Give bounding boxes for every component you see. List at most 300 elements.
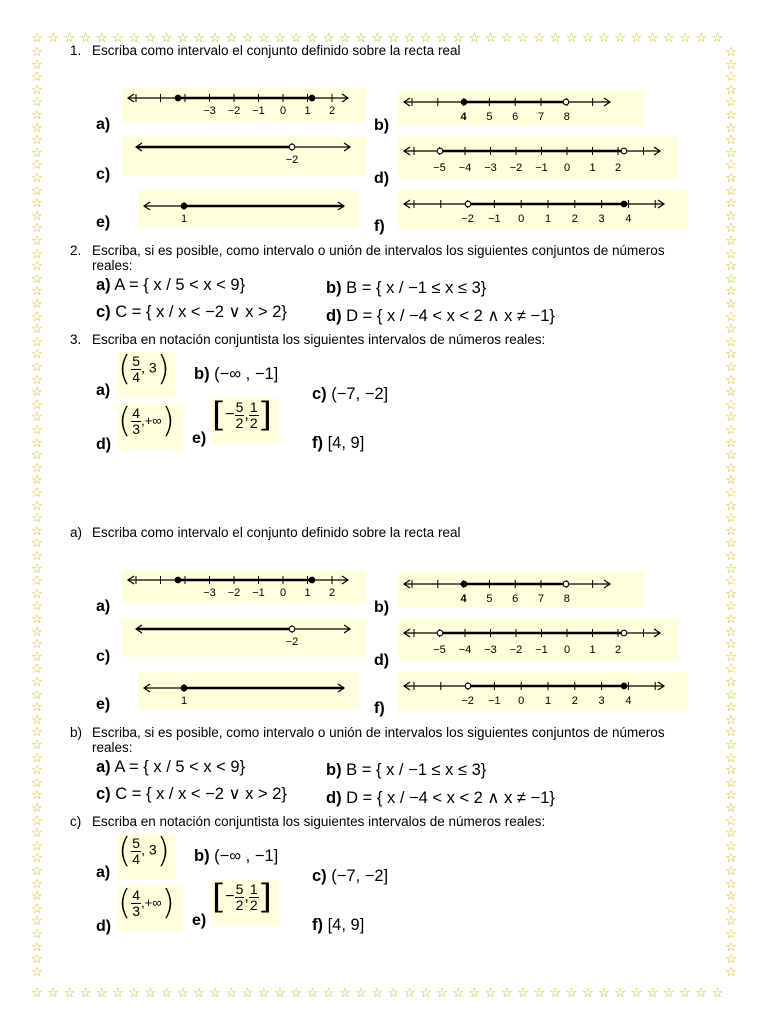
star-icon: ☆ bbox=[725, 308, 737, 324]
set-d bbox=[326, 788, 555, 808]
star-icon: ☆ bbox=[290, 985, 303, 1000]
star-icon: ☆ bbox=[31, 737, 43, 752]
interval-e-label: e) bbox=[192, 430, 207, 447]
star-icon: ☆ bbox=[452, 985, 465, 1000]
star-icon: ☆ bbox=[322, 985, 335, 1000]
interval-d-label: d) bbox=[96, 918, 112, 935]
question-2 bbox=[70, 243, 665, 259]
star-icon: ☆ bbox=[31, 686, 43, 702]
closed-endpoint bbox=[175, 95, 181, 101]
star-icon: ☆ bbox=[31, 56, 43, 72]
label-c: c) bbox=[96, 166, 111, 183]
star-icon: ☆ bbox=[31, 132, 43, 148]
star-icon: ☆ bbox=[31, 963, 43, 979]
star-icon: ☆ bbox=[31, 648, 43, 664]
interval-e-label: e) bbox=[192, 912, 207, 929]
star-icon: ☆ bbox=[31, 472, 43, 488]
label-d: d) bbox=[374, 652, 390, 669]
star-icon: ☆ bbox=[31, 774, 43, 790]
interval-b-label: b) bbox=[194, 847, 210, 865]
question-2 bbox=[70, 725, 665, 741]
star-icon: ☆ bbox=[31, 157, 43, 173]
interval-b-label: b) bbox=[194, 365, 210, 383]
numberline-e-box bbox=[138, 672, 360, 710]
tick-label: 4 bbox=[625, 695, 632, 707]
bracket-close: ] bbox=[258, 877, 272, 917]
star-icon: ☆ bbox=[95, 985, 108, 1000]
star-icon: ☆ bbox=[662, 30, 675, 45]
fraction-numerator: 1 bbox=[249, 398, 258, 415]
tick-label: −1 bbox=[252, 587, 265, 599]
star-icon: ☆ bbox=[484, 30, 497, 45]
set-b-label: b) bbox=[326, 279, 342, 297]
question-text: Escriba como intervalo el conjunto definido sobre la recta real bbox=[92, 43, 461, 58]
open-endpoint bbox=[465, 683, 471, 689]
star-icon: ☆ bbox=[725, 384, 737, 400]
star-icon: ☆ bbox=[725, 875, 737, 891]
closed-endpoint bbox=[621, 683, 627, 689]
star-icon: ☆ bbox=[630, 985, 643, 1000]
set-a bbox=[96, 276, 245, 295]
tick-label: −1 bbox=[488, 695, 501, 707]
star-icon: ☆ bbox=[725, 447, 737, 463]
star-icon: ☆ bbox=[725, 724, 737, 740]
star-icon: ☆ bbox=[31, 81, 43, 97]
star-icon: ☆ bbox=[630, 30, 643, 45]
star-icon: ☆ bbox=[274, 30, 286, 45]
numberline-b-box bbox=[398, 90, 644, 126]
numberline-e bbox=[138, 190, 360, 228]
interval-a-label: a) bbox=[96, 864, 111, 881]
star-icon: ☆ bbox=[725, 69, 737, 85]
star-icon: ☆ bbox=[598, 30, 610, 45]
tick-label: −2 bbox=[461, 695, 474, 707]
tick-label: 1 bbox=[180, 213, 188, 225]
star-icon: ☆ bbox=[711, 985, 724, 1000]
tick-label: −2 bbox=[227, 105, 241, 117]
tick-label: 8 bbox=[563, 111, 570, 123]
tick-label: −1 bbox=[535, 162, 548, 174]
star-icon: ☆ bbox=[306, 985, 319, 1000]
tick-label: 2 bbox=[328, 587, 336, 599]
star-icon: ☆ bbox=[403, 985, 416, 1000]
tick-label: −3 bbox=[203, 587, 216, 599]
question-text: Escriba, si es posible, como intervalo o unión de intervalos los siguientes conjuntos de números bbox=[92, 725, 665, 740]
star-icon: ☆ bbox=[725, 850, 737, 866]
open-endpoint bbox=[465, 201, 471, 207]
star-icon: ☆ bbox=[31, 182, 43, 198]
minus-sign: − bbox=[225, 888, 235, 906]
star-icon: ☆ bbox=[725, 270, 737, 286]
fraction bbox=[131, 354, 141, 385]
interval-a bbox=[118, 831, 176, 880]
tick-label: −2 bbox=[285, 154, 299, 166]
tick-label: 0 bbox=[279, 587, 287, 599]
star-icon: ☆ bbox=[725, 434, 737, 450]
tick-label: −1 bbox=[535, 644, 548, 656]
star-icon: ☆ bbox=[725, 938, 737, 954]
star-icon: ☆ bbox=[144, 985, 157, 1000]
star-icon: ☆ bbox=[725, 661, 737, 677]
star-icon: ☆ bbox=[725, 762, 737, 778]
star-icon: ☆ bbox=[500, 985, 513, 1000]
star-icon: ☆ bbox=[257, 985, 270, 1000]
star-icon: ☆ bbox=[31, 749, 43, 765]
closed-endpoint bbox=[181, 203, 187, 209]
tick-label: −2 bbox=[461, 213, 474, 225]
star-icon: ☆ bbox=[63, 985, 76, 1000]
tick-label: −2 bbox=[509, 644, 523, 656]
star-icon: ☆ bbox=[725, 182, 737, 198]
section-2 bbox=[0, 482, 768, 982]
interval-f-text: [4, 9] bbox=[327, 434, 365, 452]
star-icon: ☆ bbox=[31, 119, 43, 135]
star-icon: ☆ bbox=[95, 30, 108, 45]
paren-open: ( bbox=[118, 883, 132, 923]
star-icon: ☆ bbox=[31, 497, 43, 513]
question-1 bbox=[70, 43, 460, 59]
star-icon: ☆ bbox=[725, 837, 737, 853]
star-icon: ☆ bbox=[725, 258, 737, 274]
star-icon: ☆ bbox=[646, 30, 659, 45]
tick-label: 0 bbox=[518, 695, 525, 707]
open-endpoint bbox=[621, 148, 627, 154]
star-icon: ☆ bbox=[290, 30, 303, 45]
tick-label: −3 bbox=[484, 162, 497, 174]
star-icon: ☆ bbox=[31, 447, 43, 463]
star-icon: ☆ bbox=[725, 371, 737, 387]
star-icon: ☆ bbox=[31, 598, 43, 614]
interval-c-text: (−7, −2] bbox=[331, 867, 389, 885]
section-1 bbox=[0, 0, 768, 500]
numberline-a-box bbox=[122, 88, 366, 122]
open-endpoint bbox=[437, 148, 443, 154]
interval-f-label: f) bbox=[312, 916, 323, 934]
tick-label: 0 bbox=[563, 162, 571, 174]
bracket-close: ] bbox=[258, 395, 272, 435]
star-icon: ☆ bbox=[31, 207, 43, 223]
star-icon: ☆ bbox=[31, 812, 43, 828]
star-icon: ☆ bbox=[725, 409, 737, 425]
interval-f bbox=[312, 916, 364, 935]
question-text: Escriba en notación conjuntista los siguientes intervalos de números reales: bbox=[92, 332, 546, 347]
star-icon: ☆ bbox=[725, 283, 737, 299]
star-icon: ☆ bbox=[468, 985, 481, 1000]
star-icon: ☆ bbox=[419, 30, 432, 45]
question-number: c) bbox=[70, 814, 82, 829]
comma: , bbox=[141, 895, 145, 911]
star-icon: ☆ bbox=[679, 30, 691, 45]
star-icon: ☆ bbox=[517, 985, 529, 1000]
star-icon: ☆ bbox=[31, 170, 43, 185]
star-icon: ☆ bbox=[241, 985, 254, 1000]
set-c bbox=[96, 784, 287, 804]
set-a-label: a) bbox=[96, 758, 111, 776]
star-icon: ☆ bbox=[533, 30, 546, 45]
star-icon: ☆ bbox=[725, 951, 737, 967]
star-icon: ☆ bbox=[31, 510, 43, 526]
set-a-text: A = { x / 5 < x < 9} bbox=[114, 758, 246, 776]
star-icon: ☆ bbox=[725, 44, 737, 59]
star-icon: ☆ bbox=[31, 459, 43, 475]
tick-label: −2 bbox=[509, 162, 523, 174]
star-icon: ☆ bbox=[31, 333, 43, 349]
star-icon: ☆ bbox=[31, 863, 43, 878]
star-icon: ☆ bbox=[31, 926, 43, 941]
star-icon: ☆ bbox=[112, 985, 124, 1000]
fraction-numerator: 1 bbox=[249, 880, 258, 897]
tick-label: 1 bbox=[304, 105, 311, 117]
star-icon: ☆ bbox=[614, 30, 627, 45]
star-icon: ☆ bbox=[338, 985, 351, 1000]
fraction bbox=[131, 406, 141, 437]
star-icon: ☆ bbox=[565, 30, 578, 45]
set-d-text: D = { x / −4 < x < 2 ∧ x ≠ −1} bbox=[346, 307, 555, 325]
star-icon: ☆ bbox=[725, 711, 737, 727]
interval-c-label: c) bbox=[312, 385, 327, 403]
star-icon: ☆ bbox=[31, 30, 43, 45]
star-icon: ☆ bbox=[662, 985, 675, 1000]
tick-label: 3 bbox=[598, 695, 605, 707]
tick-label: −3 bbox=[203, 105, 216, 117]
interval-d-label: d) bbox=[96, 436, 112, 453]
star-icon: ☆ bbox=[209, 30, 222, 45]
tick-label: 1 bbox=[304, 587, 311, 599]
star-icon: ☆ bbox=[725, 485, 737, 500]
star-icon: ☆ bbox=[725, 245, 737, 261]
interval-e bbox=[212, 395, 280, 444]
star-icon: ☆ bbox=[112, 30, 124, 45]
numberline-a bbox=[122, 88, 366, 122]
fraction bbox=[249, 400, 259, 431]
interval-c bbox=[312, 385, 388, 404]
star-icon: ☆ bbox=[31, 434, 43, 450]
interval-a bbox=[118, 349, 176, 398]
paren-open: ( bbox=[118, 349, 132, 389]
star-icon: ☆ bbox=[725, 472, 737, 488]
numberline-d bbox=[398, 619, 678, 661]
set-c-text: C = { x / x < −2 ∨ x > 2} bbox=[115, 785, 287, 803]
star-icon: ☆ bbox=[31, 107, 43, 122]
star-icon: ☆ bbox=[725, 648, 737, 664]
star-icon: ☆ bbox=[31, 44, 43, 59]
star-icon: ☆ bbox=[79, 30, 92, 45]
set-a-label: a) bbox=[96, 276, 111, 294]
star-icon: ☆ bbox=[31, 623, 43, 639]
star-icon: ☆ bbox=[725, 926, 737, 941]
set-b-label: b) bbox=[326, 761, 342, 779]
star-icon: ☆ bbox=[725, 119, 737, 135]
star-icon: ☆ bbox=[725, 535, 737, 551]
fraction bbox=[235, 882, 245, 913]
star-icon: ☆ bbox=[419, 985, 432, 1000]
label-a: a) bbox=[96, 116, 111, 133]
label-f: f) bbox=[374, 218, 385, 235]
question-text: Escriba en notación conjuntista los siguientes intervalos de números reales: bbox=[92, 814, 546, 829]
tick-label: 2 bbox=[571, 695, 578, 707]
tick-label: −1 bbox=[252, 105, 265, 117]
open-endpoint bbox=[289, 144, 295, 150]
paren-close: ) bbox=[156, 831, 170, 871]
tick-label: 1 bbox=[589, 644, 596, 656]
star-icon: ☆ bbox=[725, 560, 737, 576]
numberline-f bbox=[398, 190, 688, 230]
star-icon: ☆ bbox=[452, 30, 465, 45]
set-b-text: B = { x / −1 ≤ x ≤ 3} bbox=[346, 279, 487, 297]
tick-label: 2 bbox=[571, 213, 578, 225]
star-icon: ☆ bbox=[725, 220, 737, 236]
star-icon: ☆ bbox=[725, 132, 737, 148]
star-icon: ☆ bbox=[31, 522, 43, 538]
tick-label: 7 bbox=[537, 111, 545, 123]
star-icon: ☆ bbox=[31, 220, 43, 236]
star-icon: ☆ bbox=[725, 963, 737, 979]
star-icon: ☆ bbox=[47, 30, 60, 45]
paren-close: ) bbox=[161, 883, 175, 923]
closed-endpoint bbox=[461, 99, 467, 105]
star-icon: ☆ bbox=[725, 144, 737, 160]
star-icon: ☆ bbox=[387, 985, 400, 1000]
tick-label: 5 bbox=[486, 593, 493, 605]
interval-c-text: (−7, −2] bbox=[331, 385, 389, 403]
numberline-a-box bbox=[122, 570, 366, 604]
star-icon: ☆ bbox=[533, 985, 546, 1000]
question-number: b) bbox=[70, 725, 83, 740]
star-icon: ☆ bbox=[31, 422, 43, 437]
star-icon: ☆ bbox=[598, 985, 610, 1000]
star-icon: ☆ bbox=[31, 359, 43, 374]
question-3 bbox=[70, 332, 545, 348]
star-icon: ☆ bbox=[338, 30, 351, 45]
comma: , bbox=[244, 888, 249, 906]
question-number: 2. bbox=[70, 243, 82, 258]
star-icon: ☆ bbox=[725, 913, 737, 929]
star-icon: ☆ bbox=[725, 359, 737, 374]
star-icon: ☆ bbox=[31, 611, 43, 626]
star-icon: ☆ bbox=[31, 573, 43, 589]
star-icon: ☆ bbox=[31, 900, 43, 916]
star-icon: ☆ bbox=[725, 157, 737, 173]
star-icon: ☆ bbox=[725, 686, 737, 702]
numberline-e bbox=[138, 672, 360, 710]
star-icon: ☆ bbox=[517, 30, 529, 45]
fraction bbox=[131, 836, 141, 867]
star-icon: ☆ bbox=[725, 900, 737, 916]
paren-close: ) bbox=[161, 401, 175, 441]
star-icon: ☆ bbox=[725, 81, 737, 97]
interval-c-label: c) bbox=[312, 867, 327, 885]
star-icon: ☆ bbox=[31, 985, 43, 1000]
star-icon: ☆ bbox=[31, 825, 43, 841]
star-icon: ☆ bbox=[355, 30, 367, 45]
tick-label: −4 bbox=[458, 644, 472, 656]
star-icon: ☆ bbox=[31, 787, 43, 803]
comma: , bbox=[141, 359, 149, 376]
numberline-f-box bbox=[398, 672, 688, 712]
star-icon: ☆ bbox=[679, 985, 691, 1000]
tick-label: −4 bbox=[458, 162, 472, 174]
star-icon: ☆ bbox=[31, 409, 43, 425]
star-icon: ☆ bbox=[725, 497, 737, 513]
star-icon: ☆ bbox=[31, 938, 43, 954]
set-a bbox=[96, 758, 245, 777]
numberline-c-box bbox=[122, 137, 366, 175]
star-icon: ☆ bbox=[31, 837, 43, 853]
label-f: f) bbox=[374, 700, 385, 717]
star-icon: ☆ bbox=[176, 30, 189, 45]
tick-label: 0 bbox=[563, 644, 571, 656]
star-icon: ☆ bbox=[31, 371, 43, 387]
question-3 bbox=[70, 814, 545, 830]
interval-end: 3 bbox=[148, 359, 157, 376]
star-icon: ☆ bbox=[63, 30, 76, 45]
label-e: e) bbox=[96, 214, 111, 231]
set-b bbox=[326, 279, 486, 298]
star-icon: ☆ bbox=[725, 459, 737, 475]
star-icon: ☆ bbox=[725, 233, 737, 248]
fraction bbox=[249, 882, 259, 913]
star-icon: ☆ bbox=[31, 258, 43, 274]
star-icon: ☆ bbox=[31, 674, 43, 689]
interval-b bbox=[194, 365, 278, 384]
closed-endpoint bbox=[175, 577, 181, 583]
star-icon: ☆ bbox=[549, 30, 562, 45]
star-icon: ☆ bbox=[725, 888, 737, 904]
bracket-open: [ bbox=[212, 395, 226, 435]
star-icon: ☆ bbox=[193, 30, 205, 45]
star-icon: ☆ bbox=[274, 985, 286, 1000]
question-text: Escriba, si es posible, como intervalo o unión de intervalos los siguientes conjuntos de números bbox=[92, 243, 665, 258]
tick-label: 4 bbox=[460, 593, 467, 605]
tick-label: 4 bbox=[625, 213, 632, 225]
fraction-denominator: 4 bbox=[132, 850, 141, 867]
closed-endpoint bbox=[461, 581, 467, 587]
star-icon: ☆ bbox=[484, 985, 497, 1000]
star-icon: ☆ bbox=[31, 233, 43, 248]
star-icon: ☆ bbox=[225, 30, 238, 45]
numberline-b bbox=[398, 572, 644, 608]
star-icon: ☆ bbox=[725, 737, 737, 752]
star-icon: ☆ bbox=[31, 913, 43, 929]
tick-label: −3 bbox=[484, 644, 497, 656]
fraction-denominator: 2 bbox=[235, 414, 244, 431]
interval-f-text: [4, 9] bbox=[327, 916, 365, 934]
fraction-denominator: 2 bbox=[249, 414, 258, 431]
tick-label: 6 bbox=[512, 593, 519, 605]
set-c bbox=[96, 302, 287, 322]
star-icon: ☆ bbox=[725, 56, 737, 72]
star-icon: ☆ bbox=[725, 585, 737, 601]
star-icon: ☆ bbox=[31, 711, 43, 727]
question-text: Escriba como intervalo el conjunto definido sobre la recta real bbox=[92, 525, 461, 540]
closed-endpoint bbox=[309, 95, 315, 101]
open-endpoint bbox=[289, 626, 295, 632]
numberline-d-box bbox=[398, 137, 678, 179]
interval-end: 3 bbox=[148, 841, 157, 858]
star-icon: ☆ bbox=[193, 985, 205, 1000]
interval-d bbox=[118, 401, 184, 450]
interval-f-label: f) bbox=[312, 434, 323, 452]
star-icon: ☆ bbox=[371, 985, 384, 1000]
star-icon: ☆ bbox=[725, 800, 737, 815]
star-icon: ☆ bbox=[31, 94, 43, 110]
star-icon: ☆ bbox=[128, 985, 141, 1000]
tick-label: 2 bbox=[614, 162, 622, 174]
star-icon: ☆ bbox=[725, 422, 737, 437]
star-icon: ☆ bbox=[31, 69, 43, 85]
star-icon: ☆ bbox=[31, 485, 43, 500]
open-endpoint bbox=[437, 630, 443, 636]
